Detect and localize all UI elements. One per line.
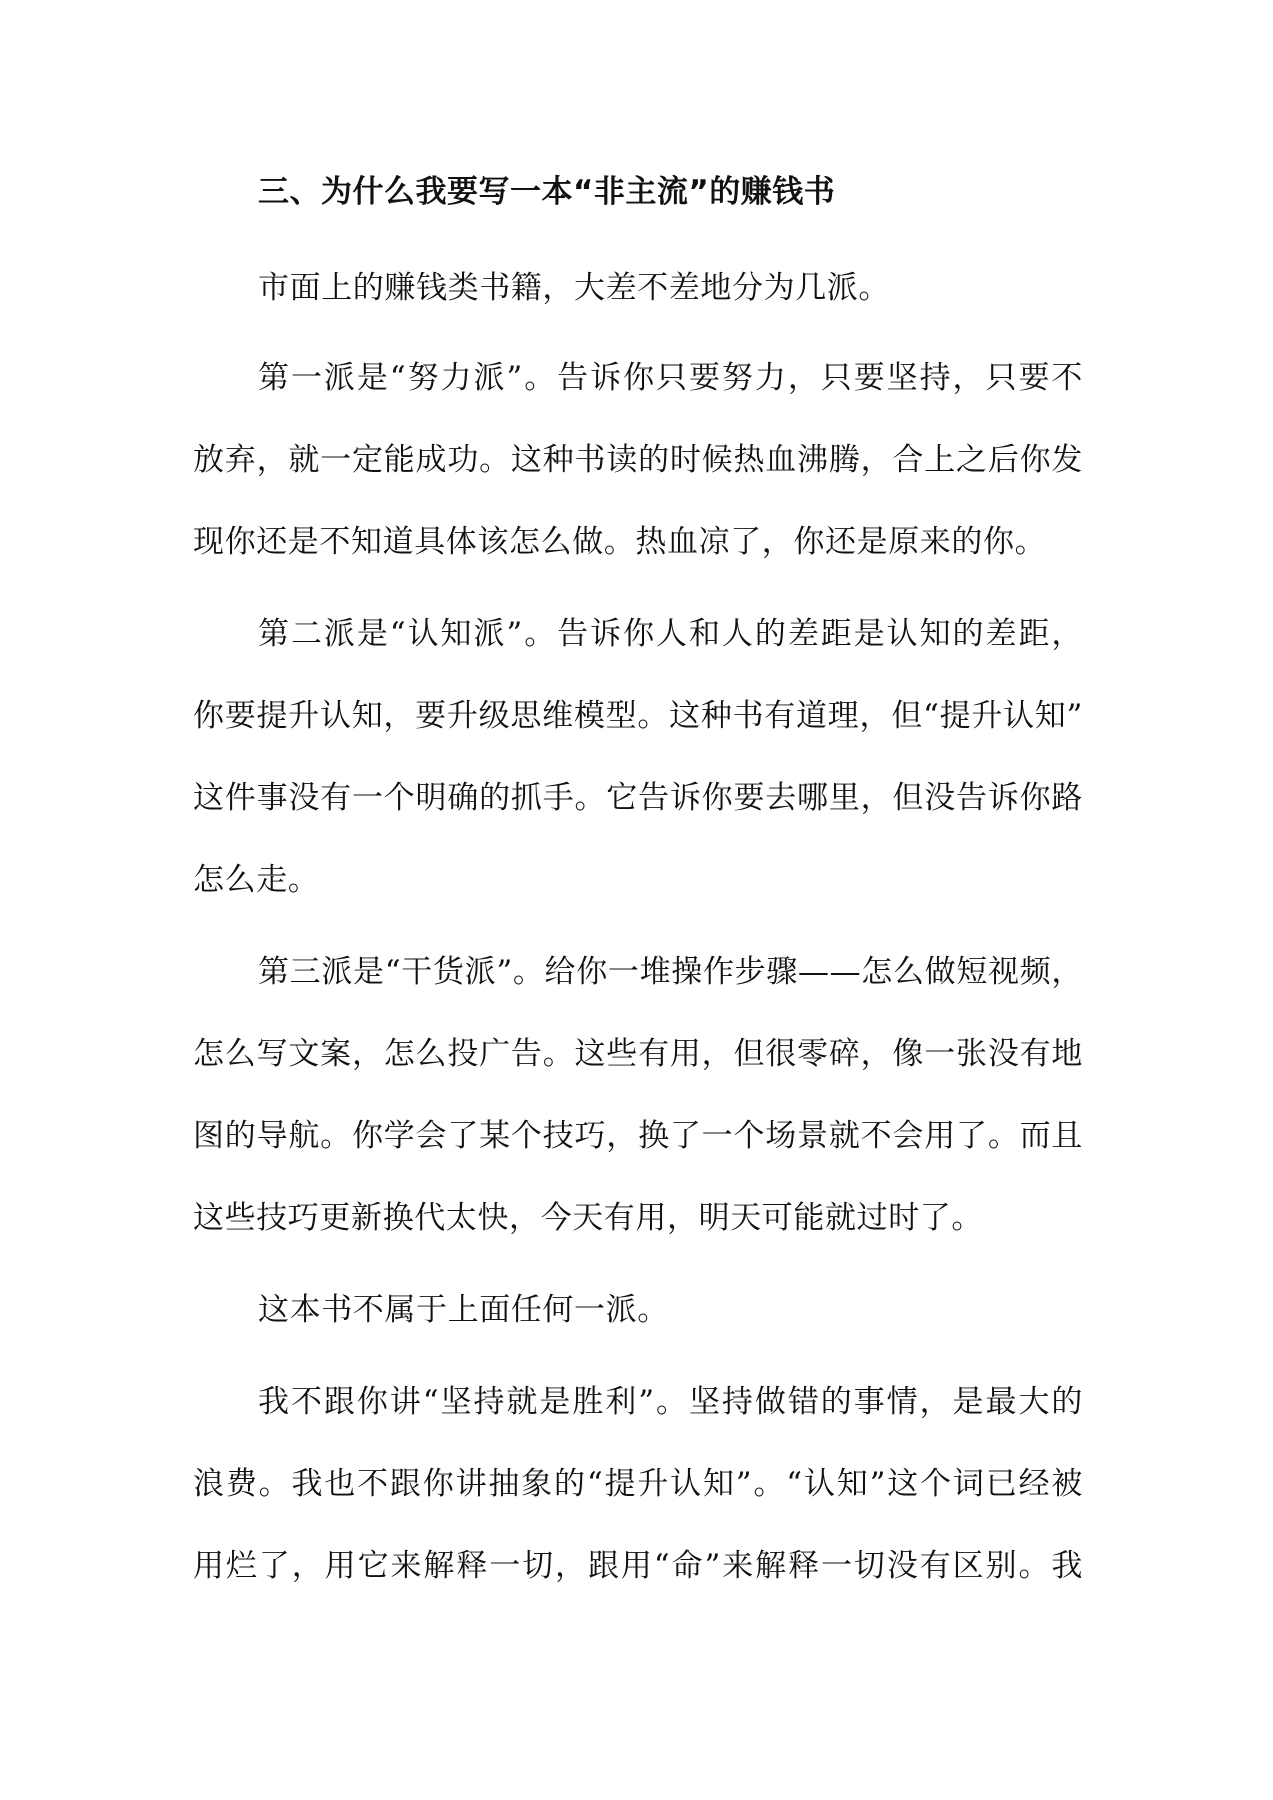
paragraph-line: 现你还是不知道具体该怎么做。热血凉了，你还是原来的你。: [193, 524, 1047, 560]
paragraph-line: 浪费。我也不跟你讲抽象的“提升认知”。“认知”这个词已经被: [193, 1466, 1083, 1502]
paragraph-line: 第二派是“认知派”。告诉你人和人的差距是认知的差距，: [258, 616, 1083, 652]
paragraph-line: 放弃，就一定能成功。这种书读的时候热血沸腾，合上之后你发: [193, 442, 1083, 478]
paragraph-line: 市面上的赚钱类书籍，大差不差地分为几派。: [258, 270, 890, 306]
paragraph-line: 第三派是“干货派”。给你一堆操作步骤——怎么做短视频，: [258, 954, 1083, 990]
paragraph-line: 你要提升认知，要升级思维模型。这种书有道理，但“提升认知”: [193, 698, 1083, 734]
paragraph-line: 第一派是“努力派”。告诉你只要努力，只要坚持，只要不: [258, 360, 1083, 396]
paragraph-line: 图的导航。你学会了某个技巧，换了一个场景就不会用了。而且: [193, 1118, 1083, 1154]
paragraph-line: 怎么走。: [193, 862, 320, 898]
paragraph-line: 用烂了，用它来解释一切，跟用“命”来解释一切没有区别。我: [193, 1548, 1083, 1584]
paragraph-line: 怎么写文案，怎么投广告。这些有用，但很零碎，像一张没有地: [193, 1036, 1083, 1072]
paragraph-line: 这件事没有一个明确的抓手。它告诉你要去哪里，但没告诉你路: [193, 780, 1083, 816]
paragraph-line: 这本书不属于上面任何一派。: [258, 1292, 669, 1328]
paragraph-line: 这些技巧更新换代太快，今天有用，明天可能就过时了。: [193, 1200, 983, 1236]
section-heading: 三、为什么我要写一本“非主流”的赚钱书: [258, 174, 836, 210]
paragraph-line: 我不跟你讲“坚持就是胜利”。坚持做错的事情，是最大的: [258, 1384, 1083, 1420]
